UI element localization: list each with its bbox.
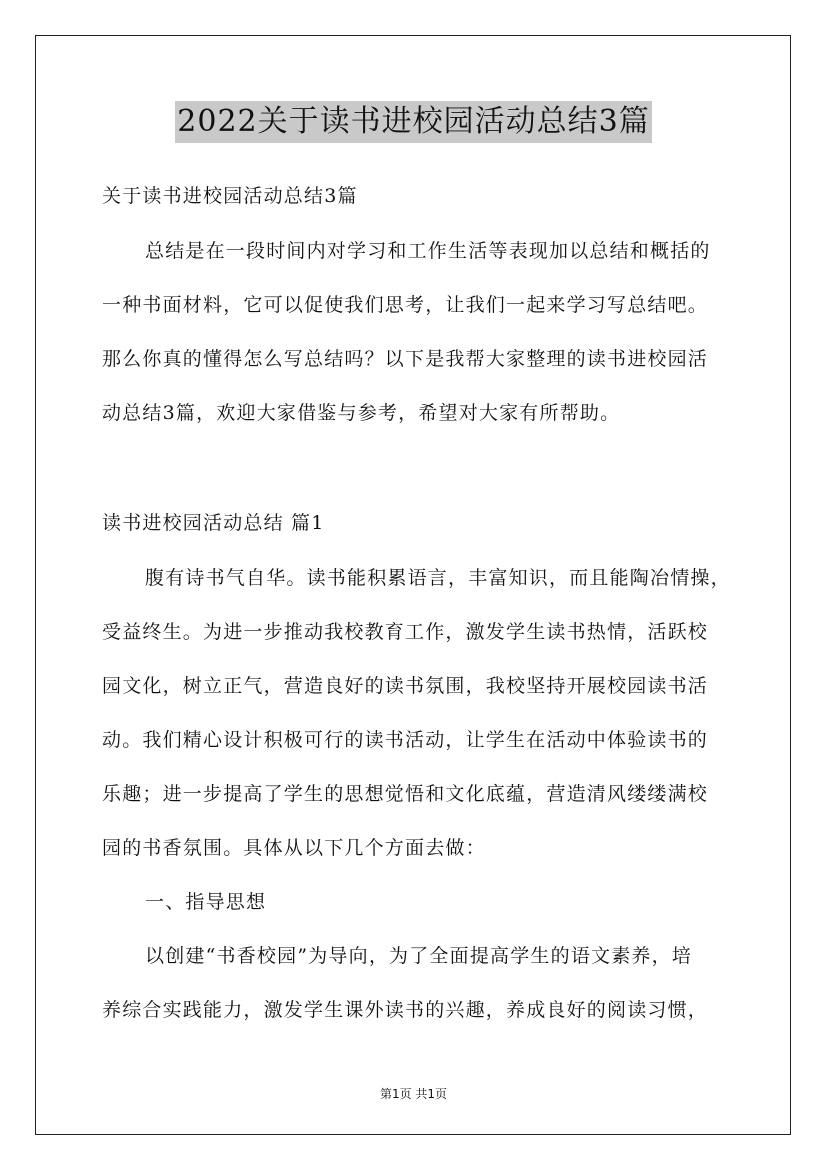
page-footer: 第1页 共1页 — [379, 1087, 448, 1101]
body-line-3: 园文化，树立正气，营造良好的读书氛围，我校坚持开展校园读书活 — [102, 675, 709, 697]
intro-line-3: 那么你真的懂得怎么写总结吗？以下是我帮大家整理的读书进校园活 — [102, 348, 709, 370]
body-line-1: 腹有诗书气自华。读书能积累语言，丰富知识，而且能陶冶情操， — [145, 567, 731, 589]
body-line-5: 乐趣；进一步提高了学生的思想觉悟和文化底蕴，营造清风缕缕满校 — [102, 783, 709, 805]
document-title: 2022关于读书进校园活动总结3篇 — [175, 101, 651, 143]
body-line-6: 园的书香氛围。具体从以下几个方面去做： — [102, 837, 486, 859]
section-heading: 读书进校园活动总结 篇1 — [102, 512, 325, 534]
body-line-2: 受益终生。为进一步推动我校教育工作，激发学生读书热情，活跃校 — [102, 621, 709, 643]
subheading: 一、指导思想 — [145, 891, 267, 913]
guide-line-1: 以创建“书香校园”为导向，为了全面提高学生的语文素养，培 — [145, 945, 693, 967]
intro-line-2: 一种书面材料，它可以促使我们思考，让我们一起来学习写总结吧。 — [102, 294, 709, 316]
guide-line-2: 养综合实践能力，激发学生课外读书的兴趣，养成良好的阅读习惯， — [102, 999, 709, 1021]
body-line-4: 动。我们精心设计积极可行的读书活动，让学生在活动中体验读书的 — [102, 729, 709, 751]
title-container — [0, 101, 827, 143]
intro-line-1: 总结是在一段时间内对学习和工作生活等表现加以总结和概括的 — [145, 240, 711, 262]
intro-line-4: 动总结3篇，欢迎大家借鉴与参考，希望对大家有所帮助。 — [102, 402, 621, 424]
document-subtitle: 关于读书进校园活动总结3篇 — [102, 185, 358, 207]
